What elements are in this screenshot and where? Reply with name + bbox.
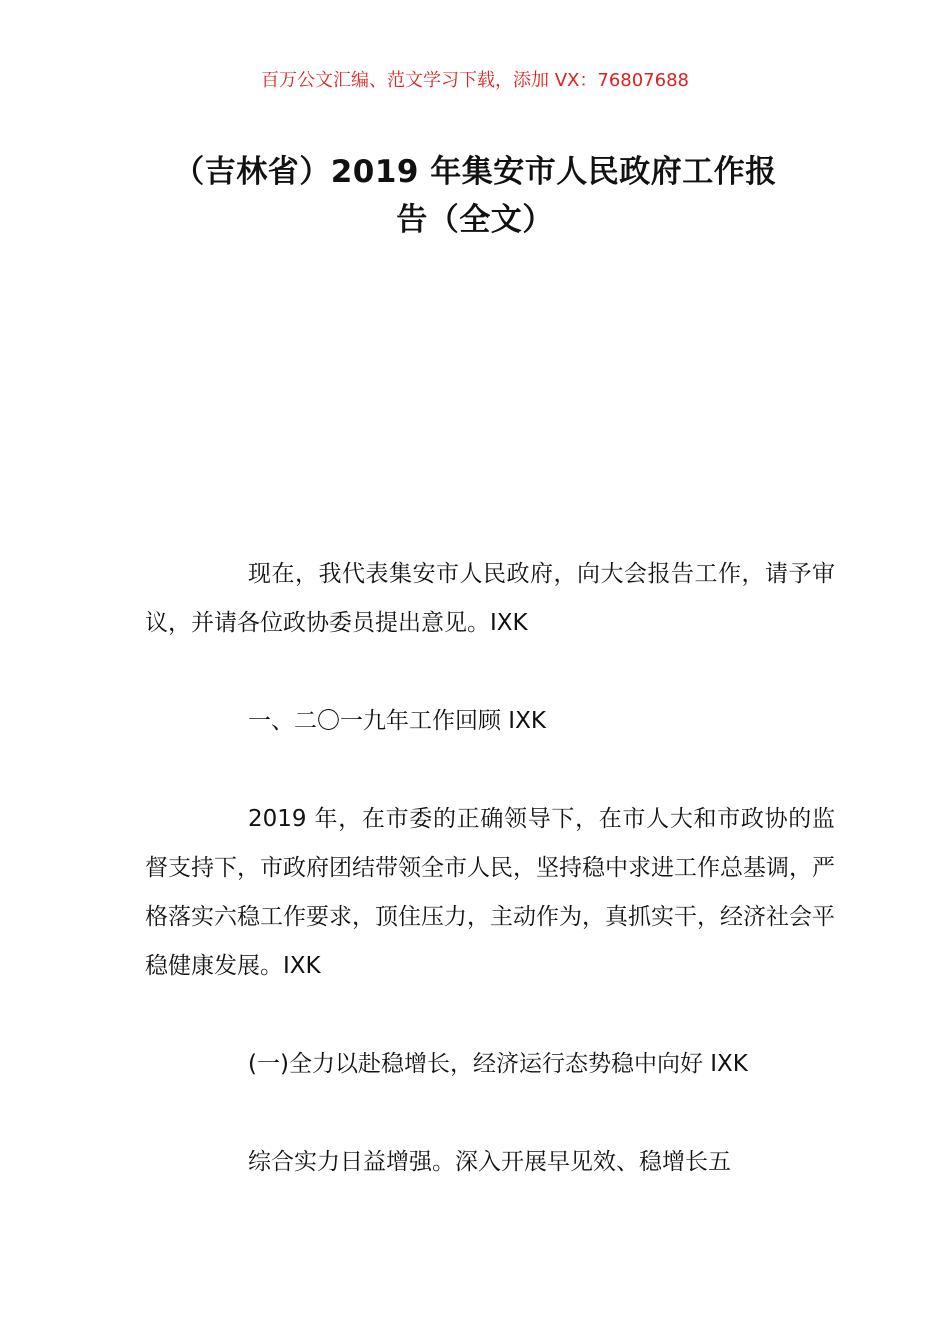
paragraph-2019-summary: 2019 年，在市委的正确领导下，在市人大和市政协的监督支持下，市政府团结带领全市人民，坚持稳中求进工作总基调，严格落实六稳工作要求，顶住压力，主动作为，真抓实干，经济社会平稳健康发展。IXK bbox=[145, 806, 835, 979]
paragraph-strength: 综合实力日益增强。深入开展早见效、稳增长五 bbox=[248, 1149, 731, 1175]
subsection-heading-growth: (一)全力以赴稳增长，经济运行态势稳中向好 IXK bbox=[248, 1051, 748, 1077]
header-watermark-note: 百万公文汇编、范文学习下载，添加 VX：76807688 bbox=[261, 70, 689, 91]
title-line-2: 告（全文） bbox=[396, 202, 554, 238]
document-title bbox=[140, 148, 810, 244]
paragraph-intro: 现在，我代表集安市人民政府，向大会报告工作，请予审议，并请各位政协委员提出意见。IXK bbox=[145, 561, 835, 636]
document-body bbox=[145, 550, 835, 1236]
section-heading-review: 一、二〇一九年工作回顾 IXK bbox=[248, 708, 546, 734]
title-line-1: （吉林省）2019 年集安市人民政府工作报 bbox=[173, 154, 777, 190]
